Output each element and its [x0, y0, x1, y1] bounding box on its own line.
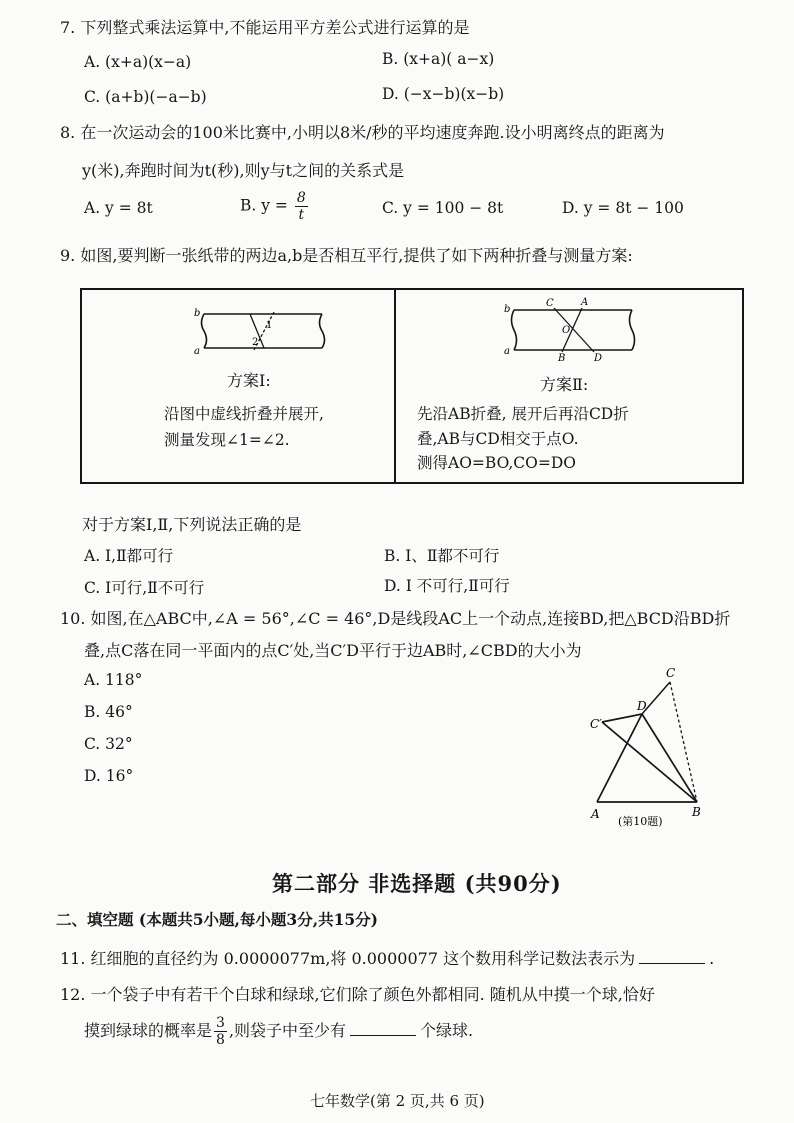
q8-option-a: A. y = 8t — [84, 199, 153, 217]
page-footer: 七年数学(第 2 页,共 6 页) — [310, 1092, 485, 1110]
q7-option-a: A. (x+a)(x−a) — [84, 53, 192, 71]
q10-label-b: B — [692, 805, 701, 819]
q10-label-c: C — [666, 666, 676, 680]
q11-text: 11. 红细胞的直径约为 0.0000077m,将 0.0000077 这个数用科学记数法表示为 — [60, 949, 636, 968]
q8-stem-line2: y(米),奔跑时间为t(秒),则y与t之间的关系式是 — [82, 161, 405, 180]
q9-after-text: 对于方案Ⅰ,Ⅱ,下列说法正确的是 — [82, 515, 302, 534]
q8-option-b — [240, 191, 310, 222]
q10-figure-caption: (第10题) — [618, 815, 663, 828]
q10-option-a: A. 118° — [84, 671, 143, 689]
q11-line — [60, 946, 714, 969]
q11-end: . — [709, 949, 715, 968]
q12-line2-pre: 摸到绿球的概率是 — [84, 1021, 213, 1040]
q12-frac-numerator: 3 — [216, 1015, 225, 1031]
q9-option-c: C. Ⅰ可行,Ⅱ不可行 — [84, 579, 205, 597]
q8-option-b-numerator: 8 — [296, 190, 306, 206]
q9-plan2-label-bpt: B — [558, 353, 566, 362]
q10-label-d: D — [637, 699, 647, 713]
q8-option-c: C. y = 100 − 8t — [382, 199, 504, 217]
q10-triangle-figure — [580, 660, 720, 835]
q10-stem-line2: 叠,点C落在同一平面内的点C′处,当C′D平行于边AB时,∠CBD的大小为 — [84, 641, 582, 660]
q11-answer-blank[interactable] — [639, 949, 705, 964]
q10-stem-line1: 10. 如图,在△ABC中,∠A = 56°,∠C = 46°,D是线段AC上一个动点,连接BD,把△BCD沿BD折 — [60, 609, 731, 628]
q9-plan2-figure — [498, 294, 646, 362]
q12-line2-end: 个绿球. — [420, 1021, 474, 1040]
q12-line2 — [84, 1016, 473, 1047]
q8-stem-line1: 8. 在一次运动会的100米比赛中,小明以8米/秒的平均速度奔跑.设小明离终点的距离为 — [60, 123, 665, 142]
q9-plan1-label-2: 2 — [252, 337, 259, 348]
q7-option-d: D. (−x−b)(x−b) — [382, 85, 505, 103]
q9-plan1-figure — [190, 300, 330, 360]
q9-plan1-line2: 测量发现∠1=∠2. — [164, 431, 290, 449]
q9-schemes-divider — [394, 288, 396, 484]
part2-title: 第二部分 非选择题 (共90分) — [272, 871, 562, 896]
q12-line1: 12. 一个袋子中有若干个白球和绿球,它们除了颜色外都相同. 随机从中摸一个球,恰好 — [60, 985, 655, 1004]
q9-plan2-label-a: a — [504, 346, 510, 357]
q9-plan2-label-d: D — [594, 353, 603, 362]
q9-plan2-label-b: b — [504, 304, 511, 315]
q8-option-d: D. y = 8t − 100 — [562, 199, 684, 217]
q9-plan2-label-o: O — [562, 325, 571, 336]
q9-plan1-label-a: a — [194, 346, 200, 357]
q9-plan1-title: 方案Ⅰ: — [227, 371, 271, 390]
q9-option-b: B. Ⅰ、Ⅱ都不可行 — [384, 547, 500, 565]
q8-option-b-denominator: t — [298, 207, 305, 223]
q9-plan2-label-apt: A — [581, 297, 589, 308]
q9-plan2-label-c: C — [546, 298, 554, 309]
q10-option-b: B. 46° — [84, 703, 133, 721]
q7-option-c: C. (a+b)(−a−b) — [84, 88, 207, 106]
q9-option-d: D. Ⅰ 不可行,Ⅱ可行 — [384, 577, 510, 595]
q10-option-d: D. 16° — [84, 767, 134, 785]
q9-plan2-line2: 叠,AB与CD相交于点O. — [417, 430, 579, 448]
q12-probability-fraction — [214, 1016, 227, 1047]
q12-line2-mid: ,则袋子中至少有 — [228, 1021, 347, 1040]
part2-subtitle: 二、填空题 (本题共5小题,每小题3分,共15分) — [56, 910, 378, 929]
q12-frac-denominator: 8 — [216, 1032, 225, 1048]
q9-plan2-line1: 先沿AB折叠, 展开后再沿CD折 — [417, 405, 629, 423]
q9-plan2-title: 方案Ⅱ: — [540, 375, 589, 394]
q9-plan1-label-b: b — [194, 308, 201, 319]
q10-option-c: C. 32° — [84, 735, 133, 753]
q8-option-b-prefix: B. y = — [240, 196, 288, 215]
q9-plan2-line3: 测得AO=BO,CO=DO — [417, 454, 576, 472]
q9-plan1-label-1: 1 — [266, 320, 273, 331]
q8-option-b-fraction — [295, 191, 308, 222]
q10-label-cprime: C′ — [590, 717, 602, 731]
q9-stem: 9. 如图,要判断一张纸带的两边a,b是否相互平行,提供了如下两种折叠与测量方案: — [60, 246, 633, 265]
q12-answer-blank[interactable] — [350, 1021, 416, 1036]
q7-option-b: B. (x+a)( a−x) — [382, 50, 495, 68]
q9-option-a: A. Ⅰ,Ⅱ都可行 — [84, 547, 174, 565]
q10-label-a: A — [591, 807, 600, 821]
q7-stem: 7. 下列整式乘法运算中,不能运用平方差公式进行运算的是 — [60, 18, 470, 37]
q9-plan1-line1: 沿图中虚线折叠并展开, — [164, 405, 324, 423]
